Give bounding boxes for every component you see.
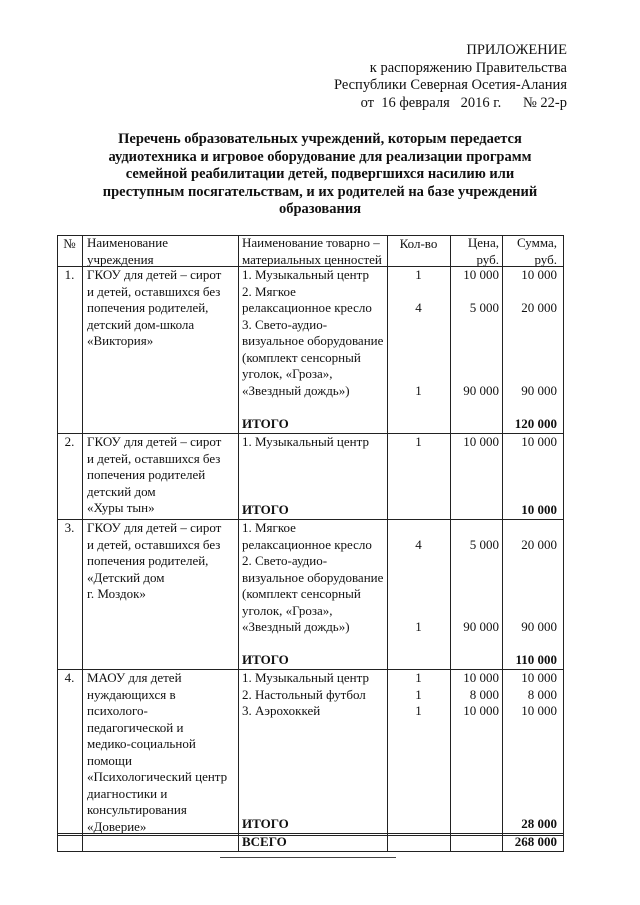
column-header-line: Сумма, (516, 235, 557, 250)
entry-quantity-line: 1 (415, 619, 422, 634)
entry-sum (506, 687, 557, 704)
institution-name (87, 520, 236, 603)
item-list-line: (комплект сенсорный (242, 349, 361, 365)
row-total (506, 652, 557, 669)
entry-sum-line: 90 000 (521, 382, 557, 398)
item-list-line: «Звездный дождь») (242, 619, 350, 634)
item-list-line: 3. Свето-аудио- (242, 316, 328, 332)
column-header-line: Цена, (467, 235, 499, 250)
entry-price-line: 90 000 (463, 382, 499, 398)
government-name: Республики Северная Осетия-Алания (333, 77, 567, 93)
item-list-line: релаксационное кресло (242, 300, 372, 315)
row-total-label (242, 502, 385, 519)
row-total-label (242, 652, 385, 669)
entry-quantity-line: 1 (415, 382, 422, 398)
item-list-line: уголок, «Гроза», (242, 602, 333, 618)
entry-price-line: 90 000 (463, 619, 499, 634)
institution-name (87, 670, 236, 835)
item-list (242, 520, 385, 636)
entry-quantity-line: 1 (415, 670, 422, 685)
row-number (57, 670, 82, 687)
entry-sum-line: 90 000 (521, 619, 557, 634)
entry-price (456, 687, 499, 704)
row-total-line: 120 000 (514, 415, 557, 431)
institution-name-line: и детей, оставшихся без (87, 450, 221, 466)
entry-sum (506, 300, 557, 317)
entry-quantity (387, 383, 450, 400)
institution-name-line: «Психологический центр (87, 769, 228, 784)
table-rule (450, 235, 451, 852)
grand-total (506, 834, 557, 851)
item-list-line: визуальное оборудование (242, 333, 384, 348)
row-number-line: 1. (64, 267, 75, 282)
row-total-label-line: ИТОГО (242, 815, 289, 831)
column-header-line: Кол-во (399, 236, 438, 251)
item-list-line: 2. Настольный футбол (242, 686, 366, 702)
item-list-line: 2. Свето-аудио- (242, 553, 328, 568)
row-total (506, 816, 557, 833)
column-header (506, 235, 557, 268)
entry-sum-line: 10 000 (521, 434, 557, 449)
grand-total-label-line: ВСЕГО (242, 834, 287, 849)
entry-quantity (387, 687, 450, 704)
entry-sum (506, 383, 557, 400)
item-list-line: уголок, «Гроза», (242, 366, 333, 381)
table-rule (502, 235, 503, 852)
institution-name-line: попечения родителей (87, 467, 206, 482)
column-header-line: руб. (534, 251, 557, 267)
row-number (57, 520, 82, 537)
institution-name-line: диагностики и (87, 785, 168, 801)
entry-quantity-line: 1 (415, 267, 422, 282)
row-total-line: 110 000 (515, 651, 557, 667)
row-total-label-line: ИТОГО (242, 651, 289, 667)
entry-price-line: 8 000 (469, 686, 499, 702)
institution-name-line: педагогической и (87, 719, 184, 735)
entry-quantity (387, 537, 450, 554)
row-total-line: 28 000 (521, 815, 557, 831)
row-total (506, 502, 557, 519)
document-title (60, 131, 580, 219)
item-list-line: 2. Мягкое (242, 283, 296, 299)
institution-name-line: «Хуры тын» (87, 500, 155, 515)
row-total-label-line: ИТОГО (242, 415, 289, 431)
column-header (242, 235, 385, 268)
entry-price (456, 434, 499, 451)
title-line: образования (278, 201, 362, 217)
institution-name-line: МАОУ для детей (87, 670, 182, 685)
appendix-label: ПРИЛОЖЕНИЕ (466, 42, 567, 58)
column-header-line: учреждения (87, 251, 154, 267)
column-header (456, 235, 499, 268)
entry-quantity (387, 300, 450, 317)
institution-name-line: и детей, оставшихся без (87, 283, 221, 299)
column-header (87, 235, 236, 268)
institution-name (87, 267, 236, 350)
item-list-line: 3. Аэрохоккей (242, 703, 321, 718)
institution-name-line: ГКОУ для детей – сирот (87, 434, 222, 449)
order-reference: к распоряжению Правительства (369, 59, 567, 76)
table-rule (238, 235, 239, 852)
item-list (242, 267, 385, 399)
title-line: аудиотехника и игровое оборудование для реализации программ (108, 148, 532, 165)
row-number-line: 3. (64, 520, 75, 535)
item-list-line: 1. Мягкое (242, 520, 296, 535)
row-number (57, 434, 82, 451)
entry-price-line: 10 000 (463, 670, 499, 685)
institution-name (87, 434, 236, 517)
entry-price-line: 5 000 (469, 536, 499, 552)
column-header-line: материальных ценностей (242, 251, 382, 267)
row-total-label (242, 416, 385, 433)
row-total-label-line: ИТОГО (242, 501, 289, 517)
institution-name-line: ГКОУ для детей – сирот (87, 520, 222, 535)
column-header (57, 236, 82, 253)
grand-total-label (242, 834, 385, 851)
entry-sum (506, 619, 557, 636)
table-rule (57, 235, 58, 852)
row-total-label (242, 816, 385, 833)
item-list (242, 434, 385, 451)
entry-sum (506, 670, 557, 687)
table-rule (57, 851, 563, 852)
entry-price-line: 10 000 (463, 267, 499, 282)
institution-name-line: г. Моздок» (87, 586, 146, 601)
institution-name-line: «Детский дом (87, 569, 165, 585)
entry-quantity (387, 670, 450, 687)
institution-name-line: нуждающихся в (87, 686, 176, 702)
row-number-line: 2. (64, 434, 75, 449)
entry-price (456, 670, 499, 687)
institution-name-line: консультирования (87, 802, 187, 817)
title-line: семейной реабилитации детей, подвергшихся насилию или (125, 166, 515, 182)
entry-quantity (387, 619, 450, 636)
entry-price (456, 619, 499, 636)
column-header-line: Наименование товарно – (242, 235, 380, 250)
institution-name-line: «Виктория» (87, 333, 154, 348)
grand-total-line: 268 000 (514, 834, 557, 849)
footer-divider (220, 857, 396, 858)
entry-sum-line: 20 000 (521, 300, 557, 315)
item-list-line: релаксационное кресло (242, 536, 372, 552)
appendix-header (227, 42, 567, 112)
column-header-line: Наименование (87, 235, 168, 250)
institution-name-line: помощи (87, 752, 132, 768)
row-number-line: 4. (64, 670, 75, 685)
institution-name-line: попечения родителей, (87, 553, 209, 568)
entry-sum (506, 537, 557, 554)
entry-sum (506, 434, 557, 451)
entry-price-line: 10 000 (463, 434, 499, 449)
column-header (387, 236, 450, 253)
entry-price (456, 267, 499, 284)
entry-quantity-line: 4 (415, 536, 422, 552)
institution-name-line: «Доверие» (87, 818, 147, 834)
item-list-line: визуальное оборудование (242, 569, 384, 585)
entry-sum-line: 8 000 (527, 686, 557, 702)
row-number (57, 267, 82, 284)
item-list (242, 670, 385, 720)
entry-sum-line: 20 000 (521, 536, 557, 552)
entry-price (456, 703, 499, 720)
entry-quantity (387, 434, 450, 451)
entry-sum-line: 10 000 (521, 267, 557, 282)
entry-price (456, 300, 499, 317)
entry-price-line: 5 000 (469, 300, 499, 315)
institution-name-line: детский дом (87, 483, 156, 499)
institution-name-line: ГКОУ для детей – сирот (87, 267, 222, 282)
institutions-table (57, 235, 563, 852)
entry-quantity (387, 267, 450, 284)
item-list-line: 1. Музыкальный центр (242, 267, 369, 282)
entry-price (456, 383, 499, 400)
table-rule (82, 235, 83, 852)
item-list-line: «Звездный дождь») (242, 382, 350, 398)
entry-quantity (387, 703, 450, 720)
title-line: Перечень образовательных учреждений, которым передается (118, 131, 522, 147)
table-rule (563, 235, 564, 852)
entry-sum (506, 703, 557, 720)
row-total (506, 416, 557, 433)
entry-sum-line: 10 000 (521, 703, 557, 718)
column-header-line: руб. (476, 251, 499, 267)
entry-quantity-line: 1 (415, 434, 422, 449)
institution-name-line: психолого- (87, 703, 148, 718)
entry-sum-line: 10 000 (521, 670, 557, 685)
institution-name-line: и детей, оставшихся без (87, 536, 221, 552)
entry-price (456, 537, 499, 554)
item-list-line: (комплект сенсорный (242, 586, 361, 601)
row-total-line: 10 000 (521, 501, 557, 517)
title-line: преступным посягательствам, и их родителей на базе учреждений (102, 183, 538, 200)
order-date-number: от 16 февраля 2016 г. № 22-р (360, 94, 567, 111)
institution-name-line: детский дом-школа (87, 316, 195, 332)
institution-name-line: медико-социальной (87, 736, 196, 751)
item-list-line: 1. Музыкальный центр (242, 670, 369, 685)
entry-quantity-line: 4 (415, 300, 422, 315)
entry-sum (506, 267, 557, 284)
institution-name-line: попечения родителей, (87, 300, 209, 315)
entry-quantity-line: 1 (415, 703, 422, 718)
entry-quantity-line: 1 (415, 686, 422, 702)
item-list-line: 1. Музыкальный центр (242, 434, 369, 449)
entry-price-line: 10 000 (463, 703, 499, 718)
column-header-line: № (63, 236, 76, 251)
